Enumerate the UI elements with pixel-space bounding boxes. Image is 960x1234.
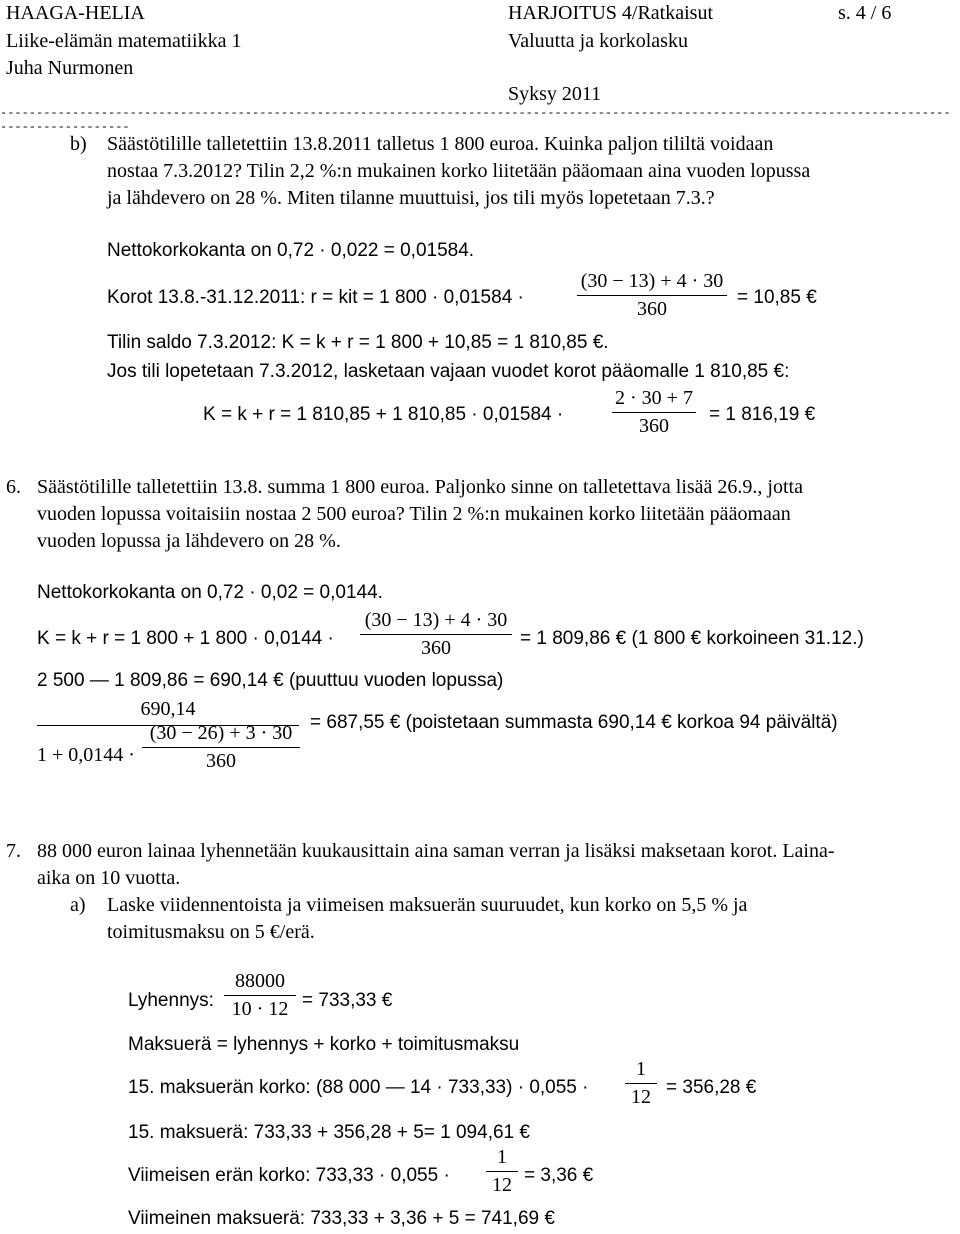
task6-step2-right: = 1 809,86 € (1 800 € korkoineen 31.12.): [520, 628, 864, 649]
task6-step4-den-prefix: 1 + 0,0144 ·: [37, 744, 135, 766]
task7-step3-right: = 356,28 €: [666, 1077, 757, 1098]
task6-line2: vuoden lopussa voitaisiin nostaa 2 500 euroa? Tilin 2 %:n mukainen korko liitetään pääomaan: [37, 503, 791, 525]
header-school: HAAGA-HELIA: [6, 2, 145, 24]
header-page: s. 4 / 6: [838, 2, 892, 24]
task7-label: 7.: [6, 840, 21, 862]
task6-step2-left: K = k + r = 1 800 + 1 800 · 0,0144 ·: [37, 628, 334, 649]
task7-a-line2: toimitusmaksu on 5 €/erä.: [107, 921, 315, 943]
fraction-denominator: 10 · 12: [231, 998, 289, 1020]
fraction-bar: [577, 295, 727, 296]
task6-line3: vuoden lopussa ja lähdevero on 28 %.: [37, 530, 341, 552]
task-b-step1: Nettokorkokanta on 0,72 · 0,022 = 0,01584.: [107, 240, 475, 261]
header-course: Liike-elämän matematiikka 1: [6, 30, 242, 52]
fraction-numerator: 1: [636, 1058, 646, 1080]
fraction-denominator: 12: [492, 1174, 512, 1196]
task6-line1: Säästötilille talletettiin 13.8. summa 1 800 euroa. Paljonko sinne on talletettava lisää 26.9., jotta: [37, 476, 803, 498]
task7-step1-right: = 733,33 €: [302, 990, 393, 1011]
task7-step5-right: = 3,36 €: [524, 1165, 594, 1186]
fraction-numerator: 1: [497, 1146, 507, 1168]
header-exercise: HARJOITUS 4/Ratkaisut: [508, 2, 713, 24]
task7-step1-left: Lyhennys:: [128, 990, 214, 1011]
header-author: Juha Nurmonen: [6, 57, 134, 79]
fraction-numerator: (30 − 13) + 4 · 30: [364, 609, 508, 631]
task-b-step2-right: = 10,85 €: [737, 287, 817, 308]
task7-a-label: a): [70, 894, 86, 916]
task-b-line3: ja lähdevero on 28 %. Miten tilanne muuttuisi, jos tili myös lopetetaan 7.3.?: [107, 187, 715, 209]
fraction-numerator: 88000: [235, 970, 285, 992]
fraction-bar: [612, 412, 696, 413]
task6-step1: Nettokorkokanta on 0,72 · 0,02 = 0,0144.: [37, 582, 383, 603]
fraction-denominator: 360: [637, 298, 667, 320]
task7-step4: 15. maksuerä: 733,33 + 356,28 + 5= 1 094,61 €: [128, 1122, 530, 1143]
fraction-bar: [142, 747, 300, 748]
task7-step3-left: 15. maksuerän korko: (88 000 — 14 · 733,33) · 0,055 ·: [128, 1077, 589, 1098]
fraction-denominator: 360: [639, 415, 669, 437]
fraction-denominator: 360: [206, 750, 236, 772]
fraction-numerator: (30 − 13) + 4 · 30: [580, 270, 724, 292]
fraction-numerator: (30 − 26) + 3 · 30: [149, 722, 293, 744]
fraction-denominator: 360: [421, 637, 451, 659]
task7-step3-fraction: [625, 1058, 657, 1109]
task7-line2: aika on 10 vuotta.: [37, 867, 181, 889]
fraction-denominator: 12: [631, 1086, 651, 1108]
task-b-step5-fraction: [612, 387, 696, 438]
task6-step4-inner-fraction: [142, 722, 300, 773]
task7-step2: Maksuerä = lyhennys + korko + toimitusmaksu: [128, 1034, 520, 1055]
task-b-step2-fraction: [577, 270, 727, 321]
task6-step4-right: = 687,55 € (poistetaan summasta 690,14 € korkoa 94 päivältä): [310, 712, 838, 733]
task6-step4-numerator: 690,14: [140, 698, 196, 720]
fraction-bar: [486, 1171, 518, 1172]
fraction-bar: [625, 1083, 657, 1084]
task-b-step5-left: K = k + r = 1 810,85 + 1 810,85 · 0,01584 ·: [203, 404, 564, 425]
task7-a-line1: Laske viidennentoista ja viimeisen maksuerän suuruudet, kun korko on 5,5 % ja: [107, 894, 748, 916]
task6-step2-fraction: [360, 609, 512, 660]
task6-step3: 2 500 — 1 809,86 = 690,14 € (puuttuu vuoden lopussa): [37, 670, 504, 691]
header-topic: Valuutta ja korkolasku: [508, 30, 688, 52]
task6-label: 6.: [6, 476, 21, 498]
header-term: Syksy 2011: [508, 83, 602, 105]
header-divider: ------------------------------------------------------------------------------------------------------------------------------------------------------: [0, 106, 951, 134]
task7-step5-left: Viimeisen erän korko: 733,33 · 0,055 ·: [128, 1165, 450, 1186]
task-b-step3: Tilin saldo 7.3.2012: K = k + r = 1 800 + 10,85 = 1 810,85 €.: [107, 332, 609, 353]
task-b-step4: Jos tili lopetetaan 7.3.2012, lasketaan vajaan vuodet korot pääomalle 1 810,85 €:: [107, 361, 790, 382]
fraction-numerator: 2 · 30 + 7: [615, 387, 693, 409]
task7-step1-fraction: [224, 970, 296, 1021]
task7-step5-fraction: [486, 1146, 518, 1197]
task-b-step2-left: Korot 13.8.-31.12.2011: r = kit = 1 800 · 0,01584 ·: [107, 287, 524, 308]
task7-step6: Viimeinen maksuerä: 733,33 + 3,36 + 5 = 741,69 €: [128, 1208, 555, 1229]
task7-line1: 88 000 euron lainaa lyhennetään kuukausittain aina saman verran ja lisäksi maksetaan korot. Laina-: [37, 840, 835, 862]
task-b-label: b): [70, 133, 87, 155]
task-b-step5-right: = 1 816,19 €: [709, 404, 816, 425]
task-b-line1: Säästötilille talletettiin 13.8.2011 talletus 1 800 euroa. Kuinka paljon tililtä voidaan: [107, 133, 774, 155]
fraction-bar: [360, 634, 512, 635]
fraction-bar: [224, 995, 296, 996]
task-b-line2: nostaa 7.3.2012? Tilin 2,2 %:n mukainen korko liitetään pääomaan aina vuoden lopussa: [107, 160, 811, 182]
